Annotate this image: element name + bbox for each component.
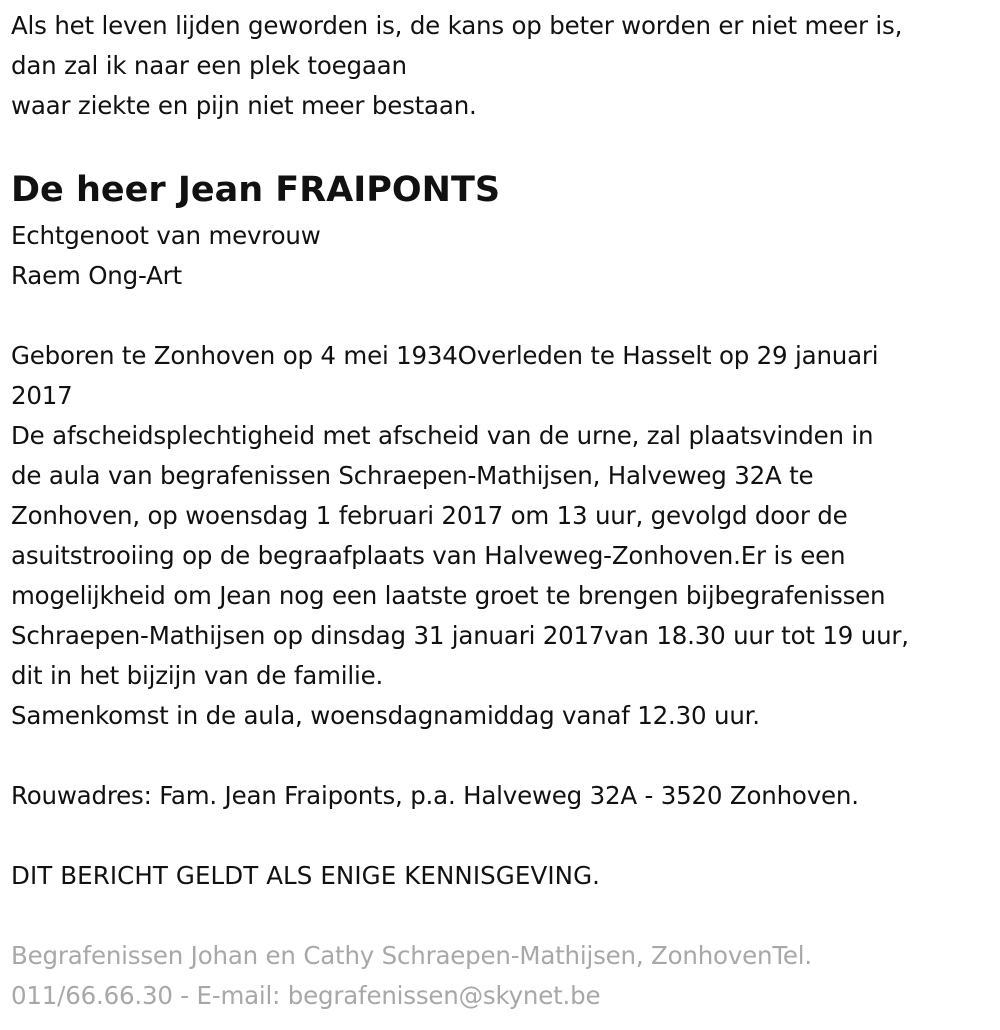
poem-line: Als het leven lijden geworden is, de kans op beter worden er niet meer is, (11, 11, 903, 40)
details-line: asuitstrooiing op de begraafplaats van Halveweg-Zonhoven.Er is een (11, 541, 846, 570)
details-line: Zonhoven, op woensdag 1 februari 2017 om 13 uur, gevolgd door de (11, 501, 848, 530)
details-line: Schraepen-Mathijsen op dinsdag 31 januari 2017van 18.30 uur tot 19 uur, (11, 621, 909, 650)
details (11, 336, 990, 736)
details-line: Samenkomst in de aula, woensdagnamiddag vanaf 12.30 uur. (11, 701, 760, 730)
details-line: mogelijkheid om Jean nog een laatste groet te brengen bijbegrafenissen (11, 581, 886, 610)
footer-line: 011/66.66.30 - E-mail: begrafenissen@skynet.be (11, 981, 601, 1010)
mourning-address-text: Rouwadres: Fam. Jean Fraiponts, p.a. Halveweg 32A - 3520 Zonhoven. (11, 781, 859, 810)
details-line: 2017 (11, 381, 73, 410)
spacer (11, 296, 990, 336)
notice-text: DIT BERICHT GELDT ALS ENIGE KENNISGEVING. (11, 861, 601, 890)
deceased-name: De heer Jean FRAIPONTS (11, 170, 501, 210)
poem-line: dan zal ik naar een plek toegaan (11, 51, 407, 80)
details-line: de aula van begrafenissen Schraepen-Mathijsen, Halveweg 32A te (11, 461, 814, 490)
spacer (11, 736, 990, 776)
relation-line: Echtgenoot van mevrouw (11, 221, 321, 250)
mourning-address (11, 776, 990, 816)
footer-line: Begrafenissen Johan en Cathy Schraepen-Mathijsen, ZonhovenTel. (11, 941, 813, 970)
relation-line: Raem Ong-Art (11, 261, 182, 290)
notice (11, 856, 990, 896)
details-line: Geboren te Zonhoven op 4 mei 1934Overleden te Hasselt op 29 januari (11, 341, 879, 370)
relation (11, 216, 990, 296)
funeral-home-footer (11, 936, 990, 1016)
spacer (11, 896, 990, 936)
poem (11, 6, 990, 126)
spacer (11, 816, 990, 856)
details-line: dit in het bijzijn van de familie. (11, 661, 384, 690)
details-line: De afscheidsplechtigheid met afscheid van de urne, zal plaatsvinden in (11, 421, 874, 450)
poem-line: waar ziekte en pijn niet meer bestaan. (11, 91, 477, 120)
